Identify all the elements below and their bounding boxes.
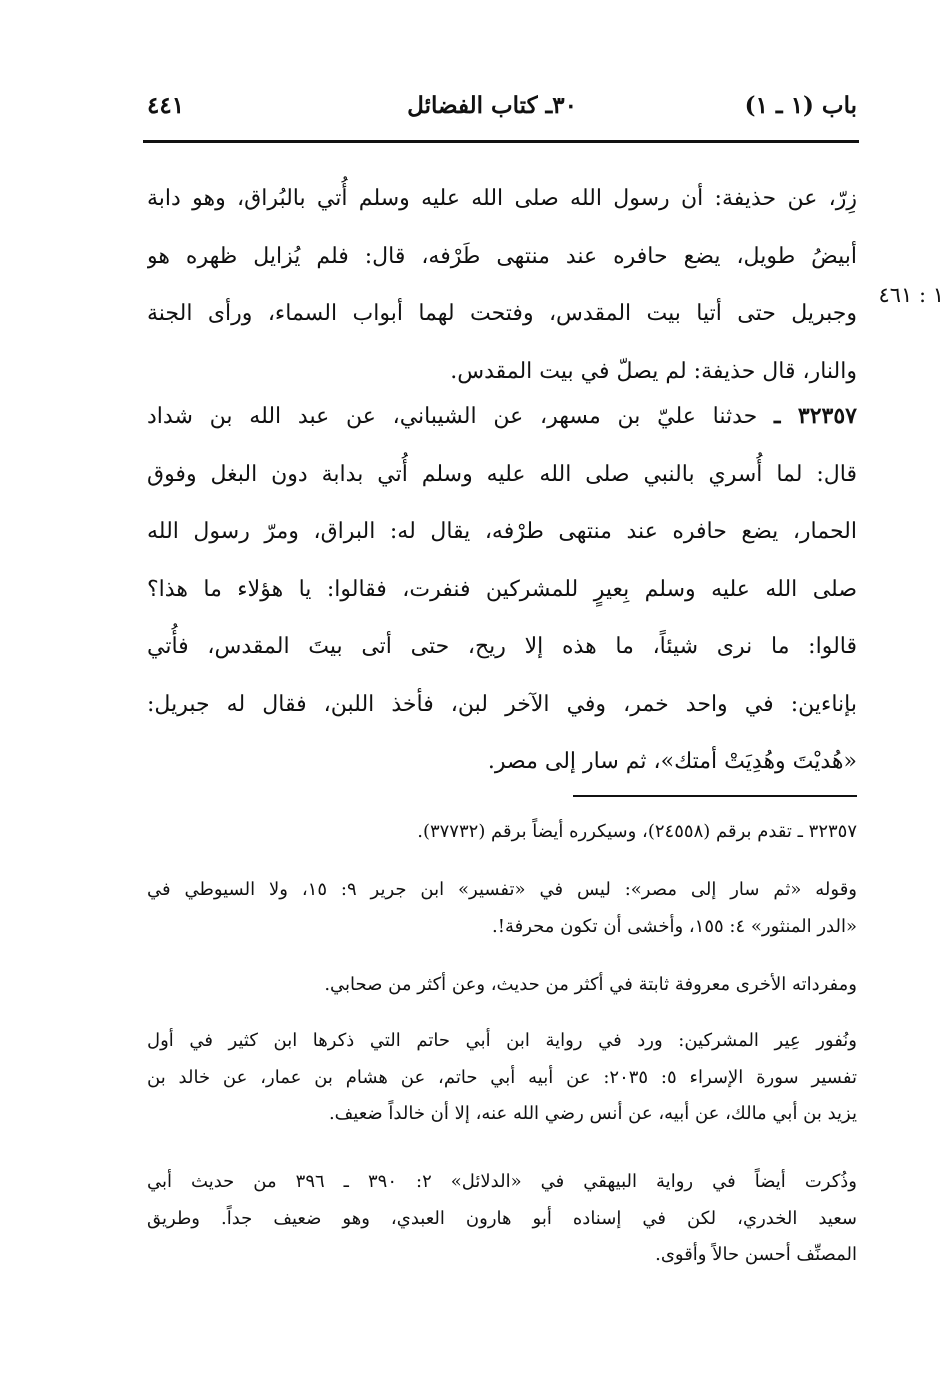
footnote-line: المصنِّف أحسن حالاً وأقوى. xyxy=(655,1244,857,1265)
footnote-3 xyxy=(147,967,857,1004)
footnote-line: «الدر المنثور» ٤: ١٥٥، وأخشى أن تكون محرفة!. xyxy=(492,915,857,937)
footnote-line: ٣٢٣٥٧ ـ تقدم برقم (٢٤٥٥٨)، وسيكرره أيضاً برقم (٣٧٧٣٢). xyxy=(417,821,857,842)
hadith-number: ٣٢٣٥٧ ـ xyxy=(774,403,857,429)
text-line: بإناءين: في واحد خمر، وفي الآخر لبن، فأخذ اللبن، فقال له جبريل: xyxy=(147,691,857,717)
text-line xyxy=(147,388,857,446)
text-line: الحمار، يضع حافره عند منتهى طرْفه، يقال له: البراق، ومرّ رسول الله xyxy=(147,519,857,544)
hadith-first-line: حدثنا عليّ بن مسهر، عن الشيباني، عن عبد الله بن شداد xyxy=(147,404,775,429)
footnote-line: سعيد الخدري، لكن في إسناده أبو هارون العبدي، وهو ضعيف جداً. وطريق xyxy=(147,1207,857,1229)
text-line: والنار، قال حذيفة: لم يصلّ في بيت المقدس. xyxy=(450,358,857,384)
chapter-reference: باب (١ ـ ١) xyxy=(744,92,857,119)
footnote-1 xyxy=(147,814,857,851)
text-line: صلى الله عليه وسلم بِعيرٍ للمشركين فنفرت، فقالوا: يا هؤلاء ما هذا؟ xyxy=(147,576,857,602)
text-line: أبيضُ طويل، يضع حافره عند منتهى طَرْفه، قال: فلم يُزايل ظهره هو xyxy=(147,243,857,269)
text-line: قالوا: ما نرى شيئاً، ما هذه إلا ريح، حتى أتى بيتَ المقدس، فأُتي xyxy=(147,634,857,659)
text-line: وجبريل حتى أتيا بيت المقدس، وفتحت لهما أبواب السماء، ورأى الجنة xyxy=(147,301,857,326)
text-line: قال: لما أُسري بالنبي صلى الله عليه وسلم أُتي بدابة دون البغل وفوق xyxy=(147,461,857,487)
footnote-line: تفسير سورة الإسراء ٥: ٢٠٣٥: عن أبيه أبي حاتم، عن هشام بن عمار، عن خالد بن xyxy=(147,1066,857,1088)
footnote-line: ونُفور عِير المشركين: ورد في رواية ابن أبي حاتم التي ذكرها ابن كثير في أول xyxy=(147,1030,857,1051)
page-number: ٤٤١ xyxy=(147,92,185,119)
footnote-line: وقوله «ثم سار إلى مصر»: ليس في «تفسير» ابن جرير ٩: ١٥، ولا السيوطي في xyxy=(147,879,857,900)
footnote-4 xyxy=(147,1023,857,1133)
footnote-line: يزيد بن أبي مالك، عن أبيه، عن أنس رضي الله عنه، إلا أن خالداً ضعيف. xyxy=(328,1103,857,1124)
footnote-rule xyxy=(573,795,857,797)
footnote-line: وذُكرت أيضاً في رواية البيهقي في «الدلائل» ٢: ٣٩٠ ـ ٣٩٦ من حديث أبي xyxy=(147,1171,857,1192)
page-header xyxy=(147,92,857,132)
book-title: ٣٠ـ كتاب الفضائل xyxy=(407,92,577,119)
text-line: «هُديْتَ وهُدِيَتْ أمتك»، ثم سار إلى مصر. xyxy=(487,749,857,774)
margin-reference: ١ : ٤٦١ xyxy=(878,283,944,307)
header-rule xyxy=(143,140,859,143)
hadith-paragraph xyxy=(147,388,857,791)
text-line: زِرّ، عن حذيفة: أن رسول الله صلى الله عليه وسلم أُتي بالبُراق، وهو دابة xyxy=(147,186,857,211)
footnote-5 xyxy=(147,1164,857,1274)
main-paragraph-1 xyxy=(147,170,857,400)
footnote-line: ومفرداته الأخرى معروفة ثابتة في أكثر من حديث، وعن أكثر من صحابي. xyxy=(324,974,857,995)
footnote-2 xyxy=(147,872,857,945)
